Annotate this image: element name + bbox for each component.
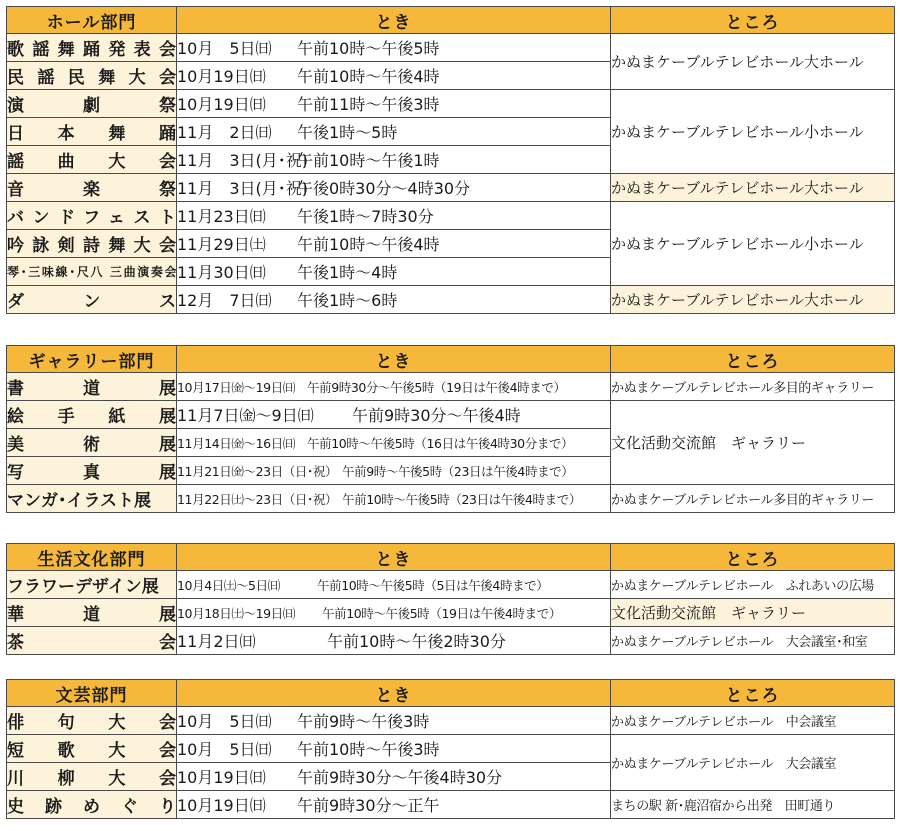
where-header: ところ bbox=[611, 7, 895, 34]
table-row bbox=[7, 34, 895, 62]
where-header: ところ bbox=[611, 680, 895, 707]
event-name: 吟詠剣詩舞大会 bbox=[7, 230, 177, 258]
hall-schedule-table bbox=[6, 6, 895, 314]
event-name: 絵手紙展 bbox=[7, 401, 177, 429]
event-time: 11月30日㈰ 午後1時〜4時 bbox=[177, 258, 611, 286]
gallery-schedule-table bbox=[6, 345, 895, 513]
when-header: とき bbox=[177, 346, 611, 373]
event-time: 11月22日㈯〜23日（日･祝） 午前10時〜午後5時（23日は午後4時まで） bbox=[177, 485, 611, 513]
event-time: 11月 2日㈰ 午後1時〜5時 bbox=[177, 118, 611, 146]
event-time: 10月 5日㈰ 午前9時〜午後3時 bbox=[177, 707, 611, 735]
event-time: 11月23日㈰ 午後1時〜7時30分 bbox=[177, 202, 611, 230]
table-row bbox=[7, 373, 895, 401]
table-header bbox=[7, 680, 895, 707]
event-name: ダンス bbox=[7, 286, 177, 314]
dept-header: 生活文化部門 bbox=[7, 544, 177, 571]
event-time: 10月18日㈯〜19日㈰ 午前10時〜午後5時（19日は午後4時まで） bbox=[177, 599, 611, 627]
event-place: かぬまケーブルテレビホール 中会議室 bbox=[611, 707, 895, 735]
event-time: 10月17日㈮〜19日㈰ 午前9時30分〜午後5時（19日は午後4時まで） bbox=[177, 373, 611, 401]
event-name: 写真展 bbox=[7, 457, 177, 485]
table-row bbox=[7, 571, 895, 599]
event-time: 10月19日㈰ 午前9時30分〜正午 bbox=[177, 791, 611, 819]
event-time: 12月 7日㈰ 午後1時〜6時 bbox=[177, 286, 611, 314]
event-place: かぬまケーブルテレビホール大ホール bbox=[611, 286, 895, 314]
table-header bbox=[7, 7, 895, 34]
table-row bbox=[7, 174, 895, 202]
event-time: 10月4日㈯〜5日㈰ 午前10時〜午後5時（5日は午後4時まで） bbox=[177, 571, 611, 599]
event-place: かぬまケーブルテレビホール多目的ギャラリー bbox=[611, 373, 895, 401]
event-time: 11月 3日(月･祝)午後0時30分〜4時30分 bbox=[177, 174, 611, 202]
where-header: ところ bbox=[611, 346, 895, 373]
event-place: かぬまケーブルテレビホール 大会議室 bbox=[611, 735, 895, 791]
where-header: ところ bbox=[611, 544, 895, 571]
event-place: かぬまケーブルテレビホール ふれあいの広場 bbox=[611, 571, 895, 599]
event-name: 日本舞踊 bbox=[7, 118, 177, 146]
event-time: 10月 5日㈰ 午前10時〜午後3時 bbox=[177, 735, 611, 763]
event-name: 俳句大会 bbox=[7, 707, 177, 735]
table-row bbox=[7, 599, 895, 627]
when-header: とき bbox=[177, 7, 611, 34]
event-name: フラワーデザイン展 bbox=[7, 571, 177, 599]
table-header bbox=[7, 346, 895, 373]
event-name: 謡曲大会 bbox=[7, 146, 177, 174]
table-row bbox=[7, 627, 895, 655]
event-name: 歌謡舞踊発表会 bbox=[7, 34, 177, 62]
event-name: 史跡めぐり bbox=[7, 791, 177, 819]
event-time: 11月29日㈯ 午前10時〜午後4時 bbox=[177, 230, 611, 258]
event-name: マンガ･イラスト展 bbox=[7, 485, 177, 513]
event-name: 演劇祭 bbox=[7, 90, 177, 118]
dept-header: 文芸部門 bbox=[7, 680, 177, 707]
event-place: まちの駅 新･鹿沼宿から出発 田町通り bbox=[611, 791, 895, 819]
event-name: 短歌大会 bbox=[7, 735, 177, 763]
life-culture-schedule-table bbox=[6, 543, 895, 655]
when-header: とき bbox=[177, 680, 611, 707]
event-time: 10月 5日㈰ 午前10時〜午後5時 bbox=[177, 34, 611, 62]
table-row bbox=[7, 485, 895, 513]
literature-schedule-table bbox=[6, 679, 895, 819]
when-header: とき bbox=[177, 544, 611, 571]
event-place: かぬまケーブルテレビホール大ホール bbox=[611, 34, 895, 90]
table-header bbox=[7, 544, 895, 571]
event-name: 川柳大会 bbox=[7, 763, 177, 791]
event-place: かぬまケーブルテレビホール多目的ギャラリー bbox=[611, 485, 895, 513]
event-name: バンドフェスト bbox=[7, 202, 177, 230]
event-name: 茶会 bbox=[7, 627, 177, 655]
event-name: 書道展 bbox=[7, 373, 177, 401]
table-row bbox=[7, 401, 895, 429]
event-time: 11月 3日(月･祝)午前10時〜午後1時 bbox=[177, 146, 611, 174]
event-time: 10月19日㈰ 午前10時〜午後4時 bbox=[177, 62, 611, 90]
dept-header: ホール部門 bbox=[7, 7, 177, 34]
table-row bbox=[7, 90, 895, 118]
dept-header: ギャラリー部門 bbox=[7, 346, 177, 373]
table-row bbox=[7, 735, 895, 763]
event-place: 文化活動交流館 ギャラリー bbox=[611, 599, 895, 627]
event-place: かぬまケーブルテレビホール 大会議室･和室 bbox=[611, 627, 895, 655]
table-row bbox=[7, 791, 895, 819]
event-place: かぬまケーブルテレビホール大ホール bbox=[611, 174, 895, 202]
event-time: 10月19日㈰ 午前9時30分〜午後4時30分 bbox=[177, 763, 611, 791]
event-place: かぬまケーブルテレビホール小ホール bbox=[611, 202, 895, 286]
event-name: 美術展 bbox=[7, 429, 177, 457]
event-time: 11月7日㈮〜9日㈰ 午前9時30分〜午後4時 bbox=[177, 401, 611, 429]
event-time: 11月21日㈮〜23日（日･祝） 午前9時〜午後5時（23日は午後4時まで） bbox=[177, 457, 611, 485]
event-name: 琴･三味線･尺八 三曲演奏会 bbox=[7, 258, 177, 286]
event-place: かぬまケーブルテレビホール小ホール bbox=[611, 90, 895, 174]
table-row bbox=[7, 707, 895, 735]
table-row bbox=[7, 202, 895, 230]
event-name: 民謡民舞大会 bbox=[7, 62, 177, 90]
event-time: 11月14日㈮〜16日㈰ 午前10時〜午後5時（16日は午後4時30分まで） bbox=[177, 429, 611, 457]
event-name: 華道展 bbox=[7, 599, 177, 627]
event-name: 音楽祭 bbox=[7, 174, 177, 202]
event-place: 文化活動交流館 ギャラリー bbox=[611, 401, 895, 485]
table-row bbox=[7, 286, 895, 314]
event-time: 11月2日㈰ 午前10時〜午後2時30分 bbox=[177, 627, 611, 655]
event-time: 10月19日㈰ 午前11時〜午後3時 bbox=[177, 90, 611, 118]
